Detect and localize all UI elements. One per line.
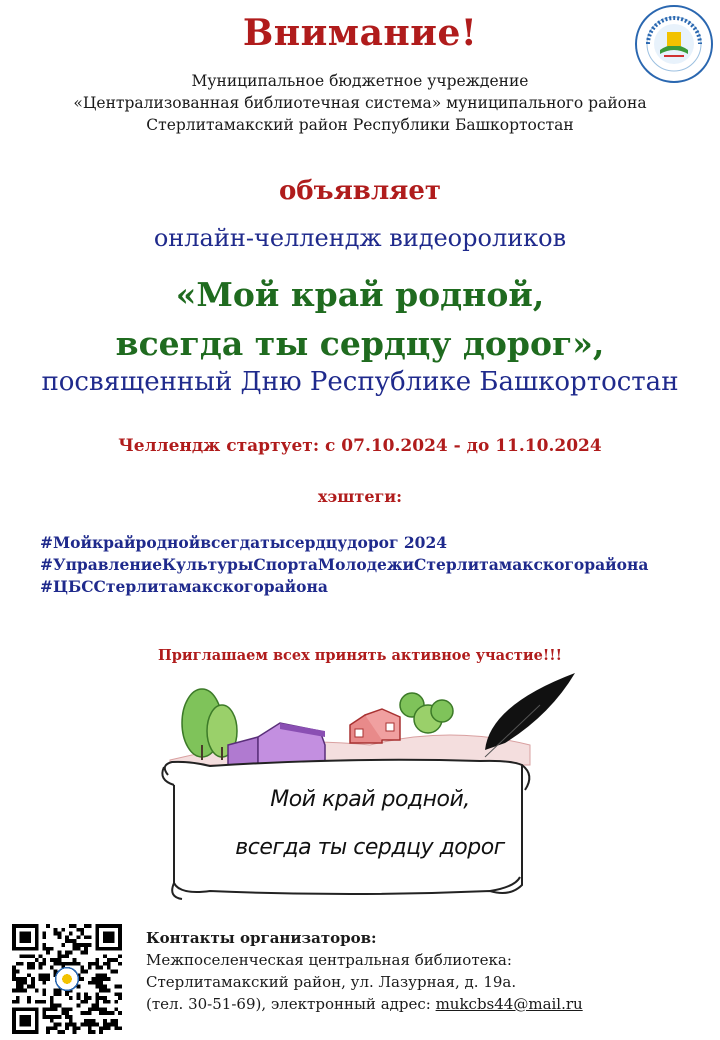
org-line: «Централизованная библиотечная система» муниципального района — [73, 94, 647, 112]
challenge-dates: Челлендж стартует: с 07.10.2024 - до 11.10.2024 — [118, 436, 602, 456]
dedication-text: посвященный Дню Республике Башкортостан — [41, 367, 679, 397]
contacts-block — [146, 927, 583, 1015]
scroll-text-line1: Мой край родной, — [270, 787, 470, 812]
announces-text: объявляет — [278, 176, 442, 206]
contacts-heading: Контакты организаторов: — [146, 929, 377, 947]
challenge-title-line1: «Мой край родной, — [175, 275, 545, 314]
attention-heading: Внимание! — [242, 12, 478, 54]
organization-block — [0, 70, 720, 136]
scroll-text-line2: всегда ты сердцу дорог — [235, 835, 505, 860]
hashtag: #УправлениеКультурыСпортаМолодежиСтерлитамакскогорайона — [40, 555, 649, 574]
challenge-title-line2: всегда ты сердцу дорог», — [115, 324, 605, 363]
contacts-address: Стерлитамакский район, ул. Лазурная, д. 19а. — [146, 973, 517, 991]
email-link[interactable]: mukcbs44@mail.ru — [435, 995, 583, 1013]
contacts-library: Межпоселенческая центральная библиотека: — [146, 951, 512, 969]
hashtags-list — [40, 532, 648, 598]
qr-code-icon — [12, 924, 122, 1034]
quill-icon — [485, 673, 575, 750]
contacts-phone: (тел. 30-51-69), электронный адрес: — [146, 995, 436, 1013]
org-line: Стерлитамакский район Республики Башкортостан — [146, 116, 574, 134]
challenge-type: онлайн-челлендж видеороликов — [153, 224, 567, 252]
hashtag: #ЦБССтерлитамакскогорайона — [40, 577, 328, 596]
contacts-phone-email — [146, 993, 583, 1015]
hashtags-label: хэштеги: — [317, 487, 403, 506]
invite-text: Приглашаем всех принять активное участие!!! — [158, 647, 562, 664]
hashtag: #Мойкрайроднойвсегдатысердцудорог 2024 — [40, 533, 448, 552]
org-line: Муниципальное бюджетное учреждение — [191, 72, 529, 90]
